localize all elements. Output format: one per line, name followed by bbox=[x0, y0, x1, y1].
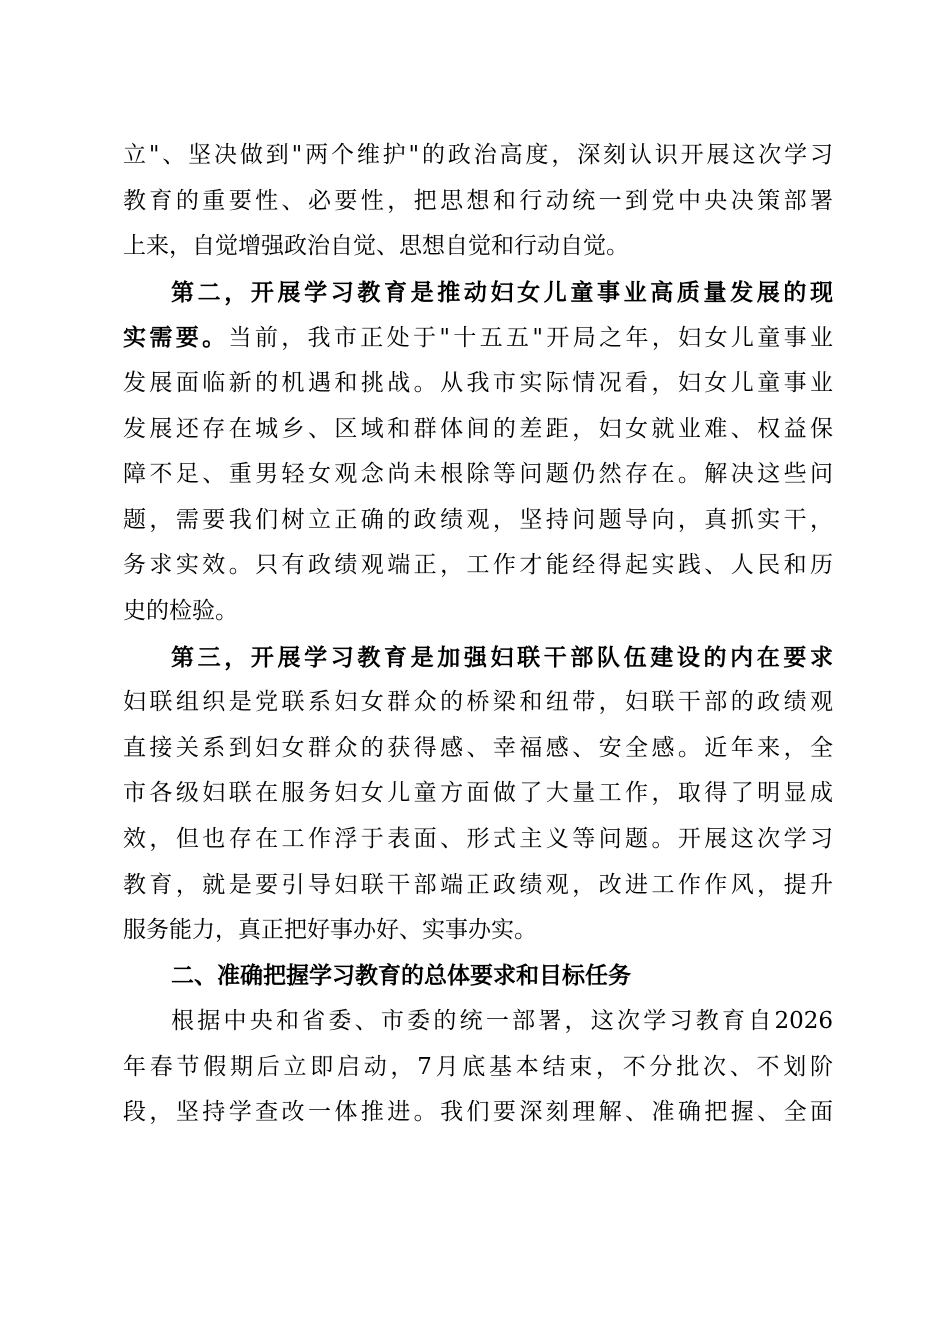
paragraph-2-line-2-rest: 当前，我市正处于"十五五"开局之年，妇女儿童事业 bbox=[228, 325, 833, 352]
paragraph-2-line-8: 史的检验。 bbox=[123, 597, 238, 624]
paragraph-4-line-1: 根据中央和省委、市委的统一部署，这次学习教育自2026 bbox=[171, 1008, 833, 1035]
paragraph-3-line-7: 服务能力，真正把好事办好、实事办实。 bbox=[123, 917, 537, 944]
paragraph-1-line-1: 立"、坚决做到"两个维护"的政治高度，深刻认识开展这次学习 bbox=[123, 142, 833, 168]
paragraph-2-line-4: 发展还存在城乡、区域和群体间的差距，妇女就业难、权益保 bbox=[123, 415, 833, 442]
section-heading: 二、准确把握学习教育的总体要求和目标任务 bbox=[171, 962, 631, 989]
paragraph-3-line-3: 直接关系到妇女群众的获得感、幸福感、安全感。近年来，全 bbox=[123, 734, 833, 761]
paragraph-4-line-3: 段，坚持学查改一体推进。我们要深刻理解、准确把握、全面 bbox=[123, 1099, 833, 1126]
paragraph-2-lead: 第二，开展学习教育是推动妇女儿童事业高质量发展的现 bbox=[171, 278, 833, 306]
paragraph-2-line-7: 务求实效。只有政绩观端正，工作才能经得起实践、人民和历 bbox=[123, 552, 833, 579]
paragraph-3-line-4: 市各级妇联在服务妇女儿童方面做了大量工作，取得了明显成 bbox=[123, 780, 833, 807]
paragraph-4-line-2: 年春节假期后立即启动，7月底基本结束，不分批次、不划阶 bbox=[123, 1053, 833, 1080]
document-body bbox=[123, 133, 833, 1136]
paragraph-3-lead: 第三，开展学习教育是加强妇联干部队伍建设的内在要求 bbox=[171, 643, 833, 671]
paragraph-2-line-2 bbox=[123, 315, 833, 361]
paragraph-2-line-3: 发展面临新的机遇和挑战。从我市实际情况看，妇女儿童事业 bbox=[123, 369, 833, 396]
paragraph-2-line-5: 障不足、重男轻女观念尚未根除等问题仍然存在。解决这些问 bbox=[123, 461, 833, 488]
paragraph-1-line-3: 上来，自觉增强政治自觉、思想自觉和行动自觉。 bbox=[123, 233, 629, 260]
paragraph-2-line-6: 题，需要我们树立正确的政绩观，坚持问题导向，真抓实干， bbox=[123, 506, 833, 533]
paragraph-3-line-5: 效，但也存在工作浮于表面、形式主义等问题。开展这次学习 bbox=[123, 825, 833, 852]
paragraph-3-line-6: 教育，就是要引导妇联干部端正政绩观，改进工作作风，提升 bbox=[123, 871, 833, 898]
paragraph-1-line-2: 教育的重要性、必要性，把思想和行动统一到党中央决策部署 bbox=[123, 187, 833, 214]
paragraph-2-lead-cont: 实需要。 bbox=[123, 324, 229, 352]
paragraph-3-line-2: 妇联组织是党联系妇女群众的桥梁和纽带，妇联干部的政绩观 bbox=[123, 689, 833, 716]
